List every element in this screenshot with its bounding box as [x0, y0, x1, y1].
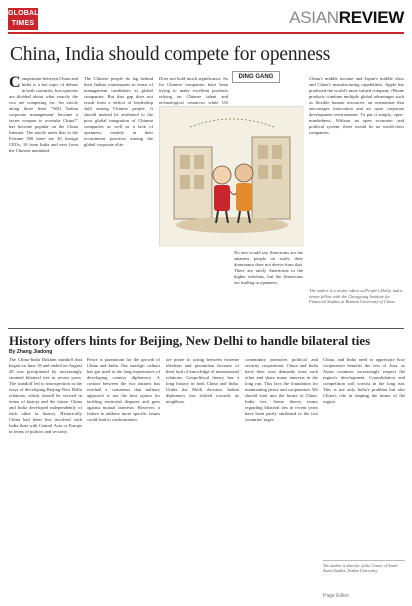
- section-title-part2: REVIEW: [338, 8, 404, 27]
- article2-col5-text: China, and India need to appreciate how cooperation benefits the rest of Asia, as Asian countries increasingly respect the region's development. Consolidation and competition will coexist in the long run. This is not only India's problem but also China's role in shaping the future of the region.: [323, 357, 405, 404]
- article2-byline: By Zhang Jiadong: [9, 349, 53, 355]
- masthead: [8, 6, 404, 34]
- article2-column-4: [245, 357, 318, 597]
- dropcap: C: [9, 74, 21, 91]
- article2-column-2: [87, 357, 160, 597]
- editorial-cartoon: [159, 106, 303, 246]
- article1-column-4: [234, 250, 303, 322]
- article1-col1-text: ompetition between China and India is a hot topic of debate in both countries, but opinions are divided about what exactly the two are competing for. An article along these lines "Will 'Indian corporate management' become a secret weapon to overtake China?" has become popular on the China Internet. The article notes that in the Fortune 500 there are 30 foreign CEOs, 10 from India and zero from the Chinese mainland.: [9, 76, 78, 153]
- article1-column-2: [84, 76, 153, 322]
- article1-col5-text: China's middle income and Japan's middle class and China's manufacturing capabilities, Apple has produced the world's most valued company. iPhone products combine multiple global advantages such as flexible human resources, an orientation that encourages innovation and an open corporate development environment. To put it simply, open-mindedness. Without an open economic and political system, there would be no world-class companies.: [309, 76, 404, 135]
- article-divider: [8, 328, 404, 329]
- article2-column-1: [9, 357, 82, 597]
- article1-headline: China, India should compete for openness: [10, 44, 331, 65]
- cartoon-illustration: [160, 107, 304, 247]
- section-title: [289, 8, 404, 28]
- article1-column-1: [9, 76, 78, 322]
- article2-col2-text: Peace is paramount for the growth of China and India. Our strategic culture has got used to the long experiences of developing country diplomacy. A contact between the two nations has reached a consensus that military approach is not the best option for tackling territorial disputes and goes against mutual interests. However, a failure to address more specific issues could lead to confrontation.: [87, 357, 160, 422]
- cartoon-artist-tag: DING GANG: [232, 71, 280, 83]
- page-editor-label: Page Editor: [323, 593, 350, 599]
- article2-col4-text: community promotes political and security cooperation. China and India have their own demands from each other and share many interests in the long run. This lays the foundation for maintaining peace and cooperation. We should look into the future of China-India ties. Some theory issues regarding bilateral ties in recent years have been partly attributed to the two countries' urges.: [245, 357, 318, 422]
- section-title-part1: ASIAN: [289, 8, 339, 27]
- article1-col4-text: No one would say Americans are the smartest people on earth; their dominance does not derive from that. There are rarely Americans in the higher echelons, but the Americans are leading in openness.: [234, 250, 303, 285]
- article2-col1-text: The China-India Doklam standoff that began on June 18 and ended on August 28 was precipitated by increasingly strained bilateral ties in recent years. The standoff led to introspection in the ways of developing Beijing-New Delhi relations, which should be viewed in terms of history and the future. China and India developed independently of each other in history. Historically China had been less involved with India than with Central Asia or Europe in terms of politics and security.: [9, 357, 82, 434]
- article2-col3-text: are prone to acting between extreme idealism and pessimism because of their lack of knowledge of international relations. Geopolitical theory has a long history in both China and India. Under the Modi doctrine, Indian diplomacy has shifted towards its neighbors.: [166, 357, 239, 404]
- article1-column-5: [309, 76, 404, 284]
- global-times-logo: GLOBAL TIMES: [8, 8, 38, 30]
- article1-author-note: The author is a senior editor at People's Daily, and a senior fellow with the Chongyang Institute for Financial Studies at Renmin University of China.: [309, 288, 403, 305]
- article2-author-note: The author is director of the Center of South Asian Studies, Fudan University.: [323, 560, 405, 588]
- article2-column-5: [323, 357, 405, 557]
- article1-col3-text: Does not hold much significance. So far Chinese companies have been trying to make excellent products relying on Chinese talent and technological resources while US: [159, 76, 228, 105]
- article1-col2-text: The Chinese people do lag behind their Indian counterparts in terms of management candidates at global companies. But that gap does not result from a deficit of leadership skill among Chinese people. It should instead be attributed to the poor global integration of Chinese companies as well as a lack of openness, notably in their recruitment practices among the global corporate elite.: [84, 76, 153, 147]
- article2-column-3: [166, 357, 239, 597]
- article2-headline: History offers hints for Beijing, New Delhi to handle bilateral ties: [9, 333, 371, 348]
